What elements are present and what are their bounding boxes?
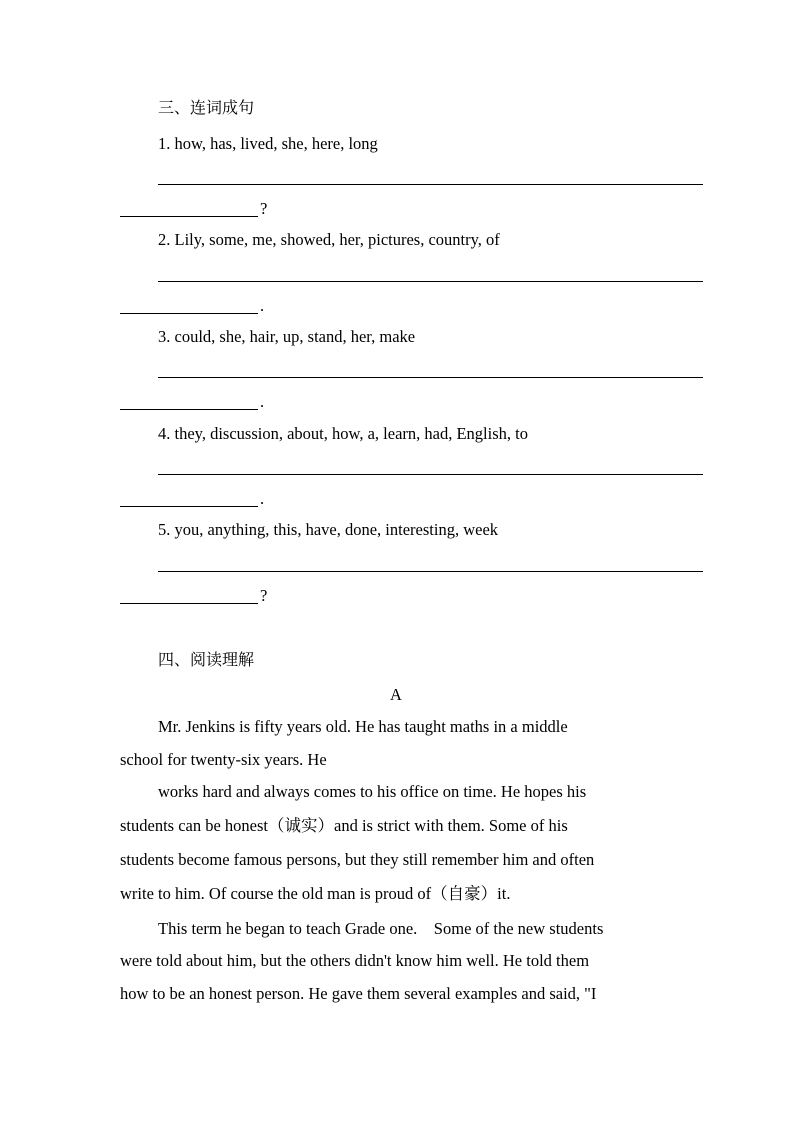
passage-line-4: students can be honest（诚实）and is strict with them. Some of his xyxy=(120,816,568,835)
answer-continuation-1[interactable] xyxy=(120,199,280,219)
passage-line-2: school for twenty-six years. He xyxy=(120,750,327,769)
answer-continuation-5[interactable] xyxy=(120,586,280,606)
passage-line-3: works hard and always comes to his office on time. He hopes his xyxy=(158,782,587,801)
passage-label: A xyxy=(390,685,402,704)
passage-line-8: were told about him, but the others didn't know him well. He told them xyxy=(120,951,590,970)
passage-line-5: students become famous persons, but they still remember him and often xyxy=(120,850,595,869)
answer-continuation-line-3 xyxy=(120,409,258,410)
answer-line-2[interactable] xyxy=(158,281,703,282)
exercise-prompt-3: 3. could, she, hair, up, stand, her, make xyxy=(158,327,416,346)
answer-line-5[interactable] xyxy=(158,571,703,572)
end-punctuation-1: ? xyxy=(260,199,268,218)
answer-line-1[interactable] xyxy=(158,184,703,185)
answer-line-3[interactable] xyxy=(158,377,703,378)
passage-line-6: write to him. Of course the old man is proud of（自豪）it. xyxy=(120,884,511,903)
end-punctuation-3: . xyxy=(260,392,265,411)
section-heading-sentence-building: 三、连词成句 xyxy=(158,98,255,117)
answer-continuation-2[interactable] xyxy=(120,296,280,316)
answer-continuation-line-2 xyxy=(120,313,258,314)
answer-continuation-line-1 xyxy=(120,216,258,217)
exercise-prompt-4: 4. they, discussion, about, how, a, learn, had, English, to xyxy=(158,424,528,443)
end-punctuation-2: . xyxy=(260,296,265,315)
answer-continuation-3[interactable] xyxy=(120,392,280,412)
answer-continuation-line-5 xyxy=(120,603,258,604)
exercise-prompt-5: 5. you, anything, this, have, done, interesting, week xyxy=(158,520,499,539)
passage-line-7: This term he began to teach Grade one. Some of the new students xyxy=(158,919,604,938)
answer-continuation-line-4 xyxy=(120,506,258,507)
passage-line-9: how to be an honest person. He gave them several examples and said, "I xyxy=(120,984,597,1003)
passage-line-1: Mr. Jenkins is fifty years old. He has taught maths in a middle xyxy=(158,717,568,736)
exercise-prompt-1: 1. how, has, lived, she, here, long xyxy=(158,134,378,153)
end-punctuation-4: . xyxy=(260,489,265,508)
end-punctuation-5: ? xyxy=(260,586,268,605)
section-heading-reading: 四、阅读理解 xyxy=(158,650,255,669)
exercise-prompt-2: 2. Lily, some, me, showed, her, pictures, country, of xyxy=(158,230,500,249)
answer-continuation-4[interactable] xyxy=(120,489,280,509)
answer-line-4[interactable] xyxy=(158,474,703,475)
